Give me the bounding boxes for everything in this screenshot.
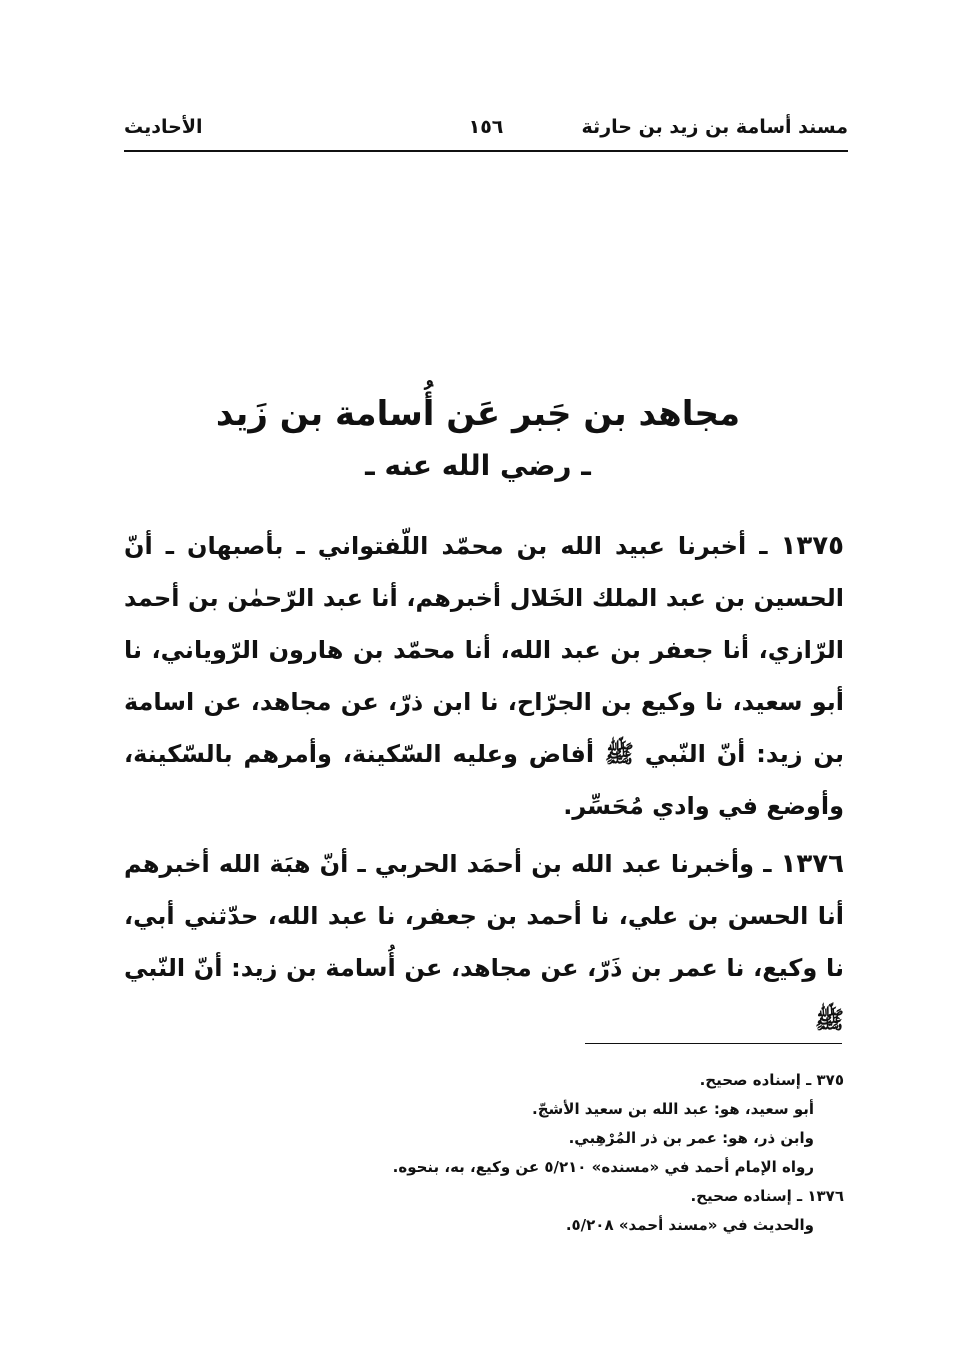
running-header xyxy=(124,116,848,146)
header-book-title: مسند أسامة بن زيد بن حارثة xyxy=(581,116,848,138)
section-title xyxy=(120,385,836,489)
title-subline: ـ رضي الله عنه ـ xyxy=(365,449,591,482)
page-number: ١٥٦ xyxy=(468,116,504,138)
footnote-line: ١٣٧٦ ـ إسناده صحيح. xyxy=(690,1187,844,1205)
hadith-number: ١٣٧٦ xyxy=(780,849,844,879)
hadith-text: ـ وأخبرنا عبد الله بن أحمَد الحربي ـ أنّ هبَة الله أخبرهم أنا الحسن بن علي، نا أحمد بن جعفر، نا عبد الله، حدّثني أبي، نا وكيع، نا عمر بن ذَرّ، عن مجاهد، عن أُسامة بن زيد: أنّ النّبي ﷺ xyxy=(124,850,844,1034)
footnote-line: والحديث في «مسند أحمد» ٥/٢٠٨. xyxy=(565,1216,814,1234)
hadith-paragraph xyxy=(124,838,844,1046)
body-text xyxy=(124,520,844,1052)
header-section-title: الأحاديث xyxy=(124,116,203,138)
title-main: مجاهد بن جَبر عَن أُسامة بن زَيد xyxy=(215,394,741,434)
hadith-paragraph xyxy=(124,520,844,832)
footnote-line: وابن ذر، هو: عمر بن ذر المُرْهِبي. xyxy=(568,1129,814,1147)
hadith-number: ١٣٧٥ xyxy=(780,531,844,561)
footnote-line: أبو سعيد، هو: عبد الله بن سعيد الأشجّ. xyxy=(532,1100,814,1118)
footnote-line: ٣٧٥ ـ إسناده صحيح. xyxy=(699,1071,844,1089)
hadith-text: ـ أخبرنا عبيد الله بن محمّد اللّفتواني ـ بأصبهان ـ أنّ الحسين بن عبد الملك الخَلال أخبرهم، أنا عبد الرّحمٰن بن أحمد الرّازي، أنا جعفر بن عبد الله، أنا محمّد بن هارون الرّوياني، نا أبو سعيد، نا وكيع بن الجرّاح، نا ابن ذرّ، عن مجاهد، عن اسامة بن زيد: أنّ النّبي ﷺ أفاض وعليه السّكينة، وأمرهم بالسّكينة، وأوضع في وادي مُحَسِّر. xyxy=(124,532,844,820)
header-rule xyxy=(124,150,848,152)
footnotes xyxy=(200,1066,844,1240)
footnote-rule xyxy=(585,1043,842,1044)
footnote-line: رواه الإمام أحمد في «مسنده» ٥/٢١٠ عن وكيع، به، بنحوه. xyxy=(392,1158,814,1176)
